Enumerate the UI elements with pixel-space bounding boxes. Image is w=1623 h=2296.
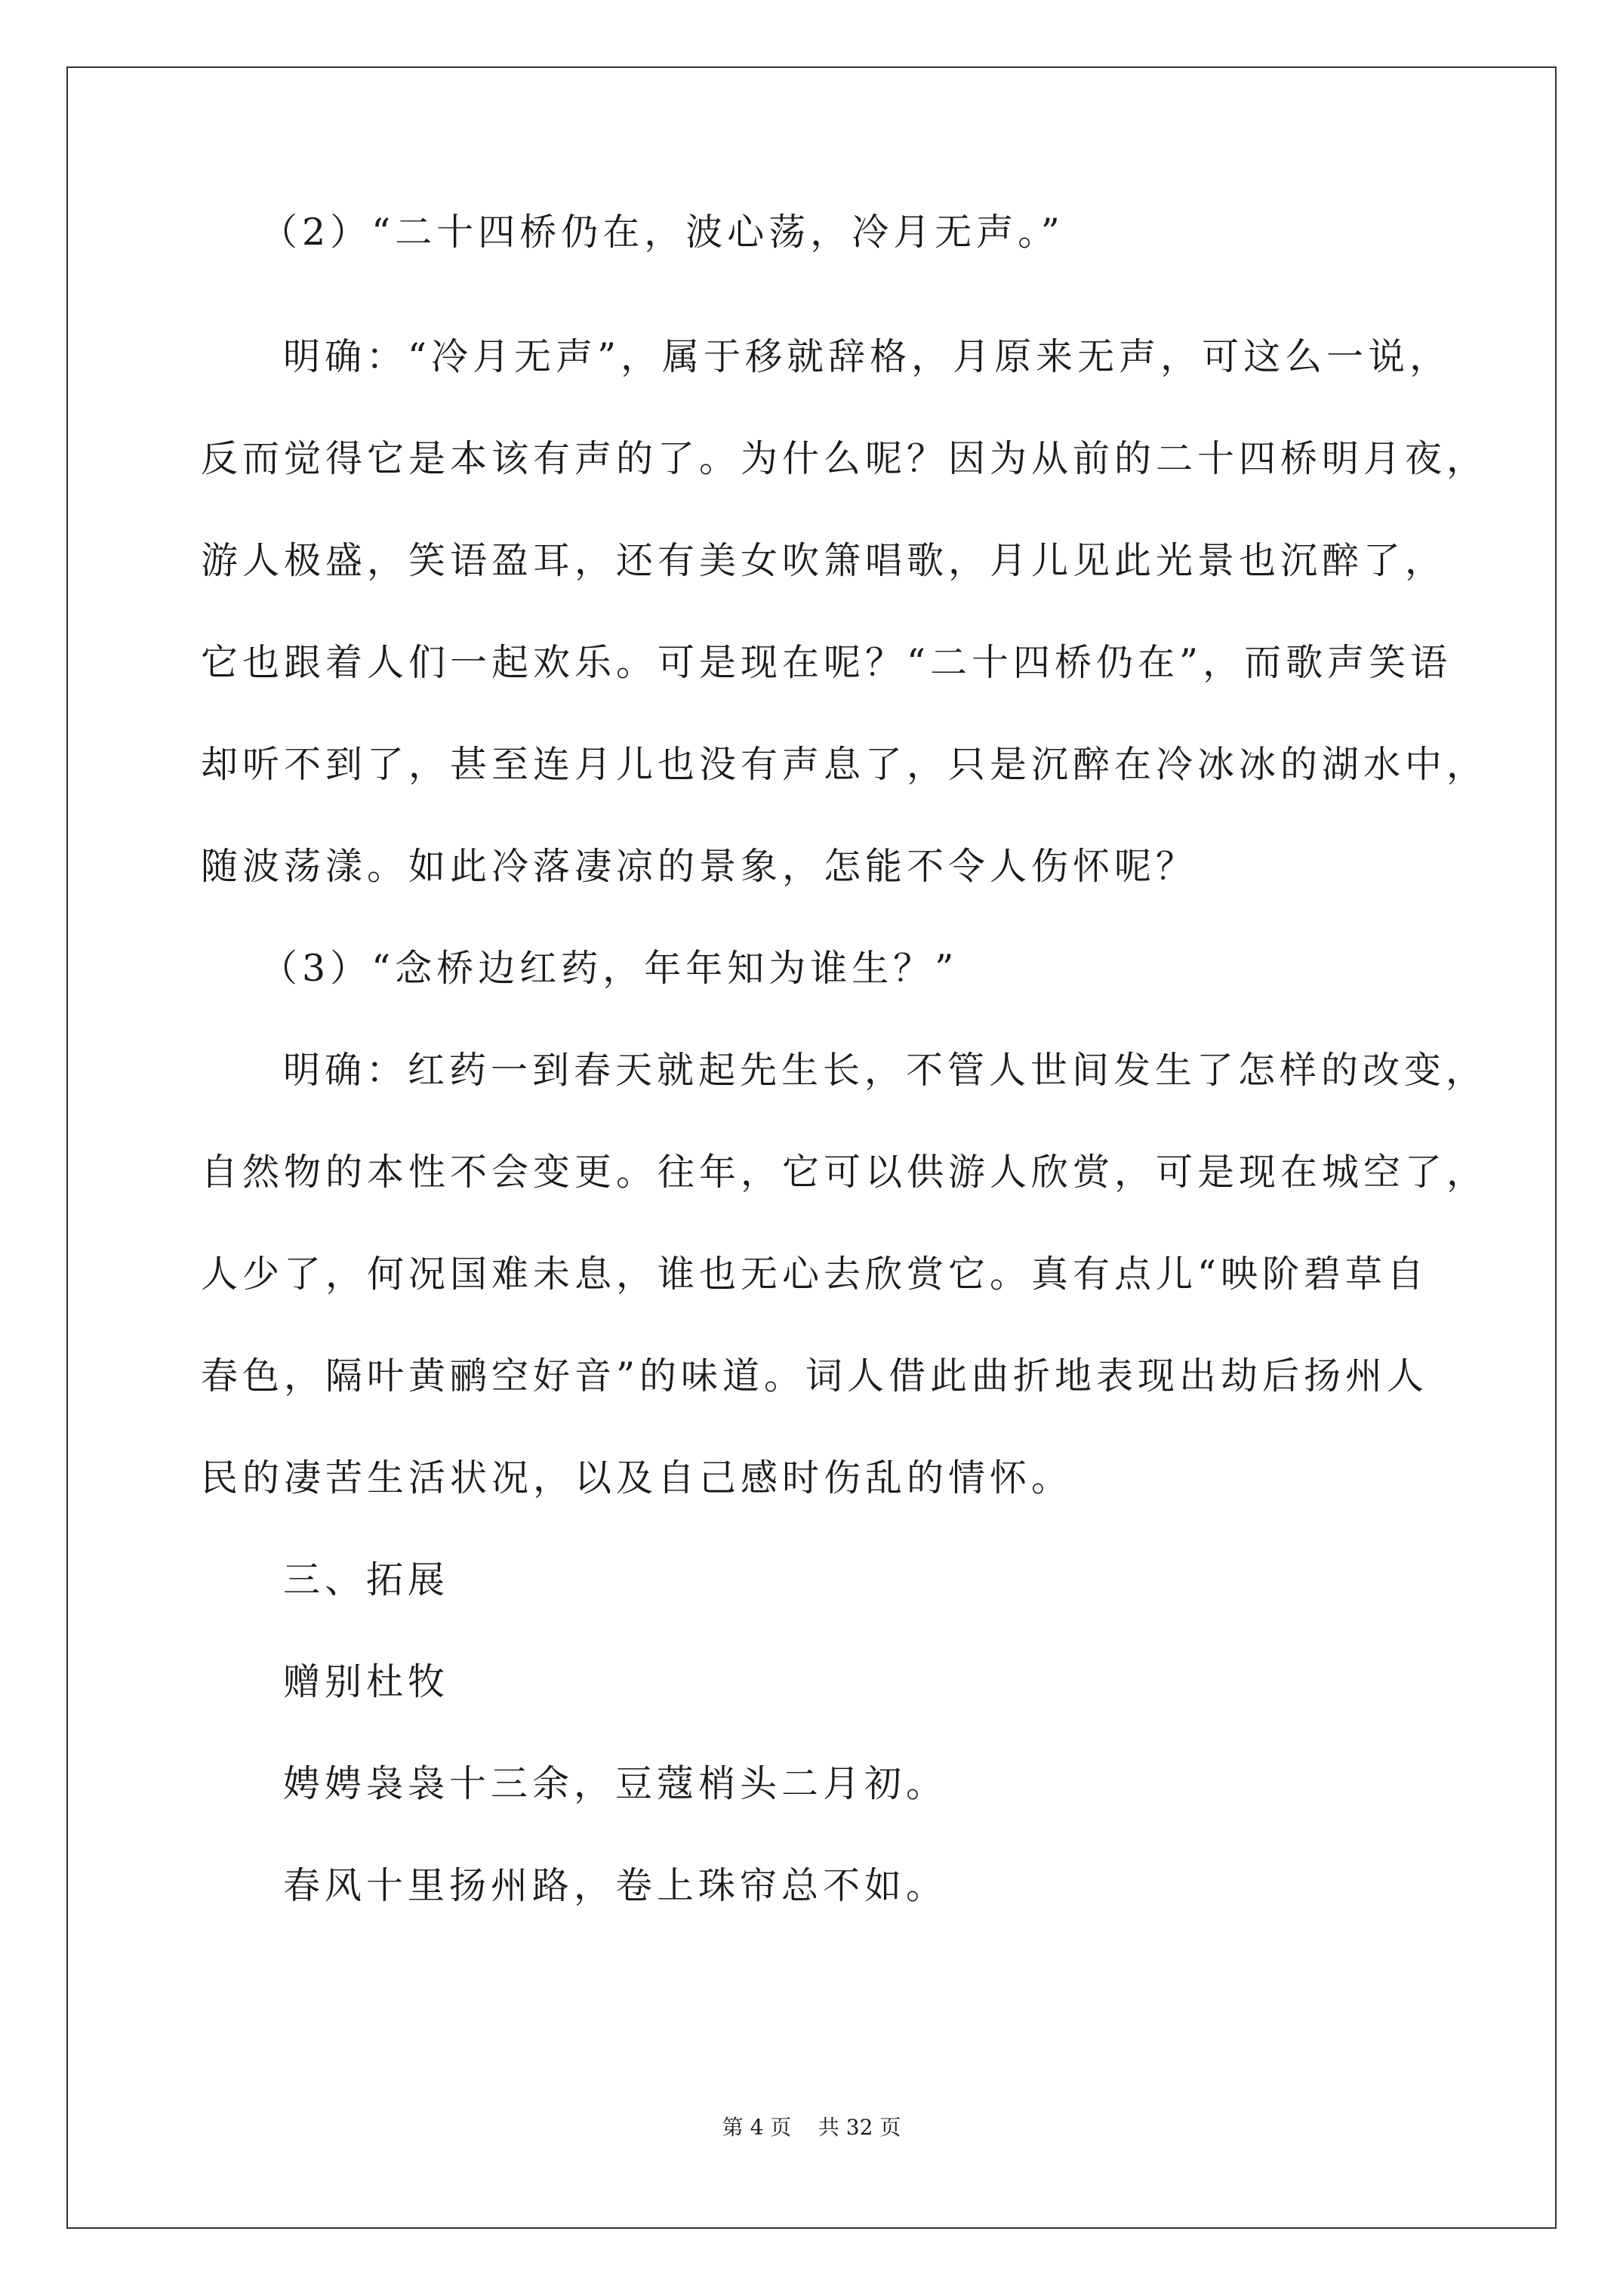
text-line: （2）“二十四桥仍在，波心荡，冷月无声。” xyxy=(260,211,1064,254)
text-line: 人少了，何况国难未息，谁也无心去欣赏它。真有点儿“映阶碧草自 xyxy=(201,1253,1429,1296)
text-line: 游人极盛，笑语盈耳，还有美女吹箫唱歌，月儿见此光景也沉醉了， xyxy=(201,539,1447,582)
poem-line: 春风十里扬州路，卷上珠帘总不如。 xyxy=(283,1864,948,1907)
text-line: 反而觉得它是本该有声的了。为什么呢？因为从前的二十四桥明月夜， xyxy=(201,437,1489,480)
text-line: （3）“念桥边红药，年年知为谁生？” xyxy=(260,947,959,990)
text-line: 自然物的本性不会变更。往年，它可以供游人欣赏，可是现在城空了， xyxy=(201,1151,1489,1194)
poem-line: 娉娉袅袅十三余，豆蔻梢头二月初。 xyxy=(283,1762,948,1805)
text-line: 明确：“冷月无声”，属于移就辞格，月原来无声，可这么一说， xyxy=(283,335,1452,378)
text-line: 民的凄苦生活状况，以及自己感时伤乱的情怀。 xyxy=(201,1456,1073,1499)
text-line: 它也跟着人们一起欢乐。可是现在呢？“二十四桥仍在”，而歌声笑语 xyxy=(201,641,1452,684)
page-footer: 第 4 页 共 32 页 xyxy=(722,2115,901,2140)
text-line: 却听不到了，甚至连月儿也没有声息了，只是沉醉在冷冰冰的湖水中， xyxy=(201,743,1489,786)
text-line: 随波荡漾。如此冷落凄凉的景象，怎能不令人伤怀呢？ xyxy=(201,845,1198,888)
text-line: 春色，隔叶黄鹂空好音”的味道。词人借此曲折地表现出劫后扬州人 xyxy=(201,1354,1429,1398)
text-line: 明确：红药一到春天就起先生长，不管人世间发生了怎样的改变， xyxy=(283,1049,1488,1092)
section-heading: 三、拓展 xyxy=(283,1558,450,1601)
poem-title: 赠别杜牧 xyxy=(283,1660,450,1703)
